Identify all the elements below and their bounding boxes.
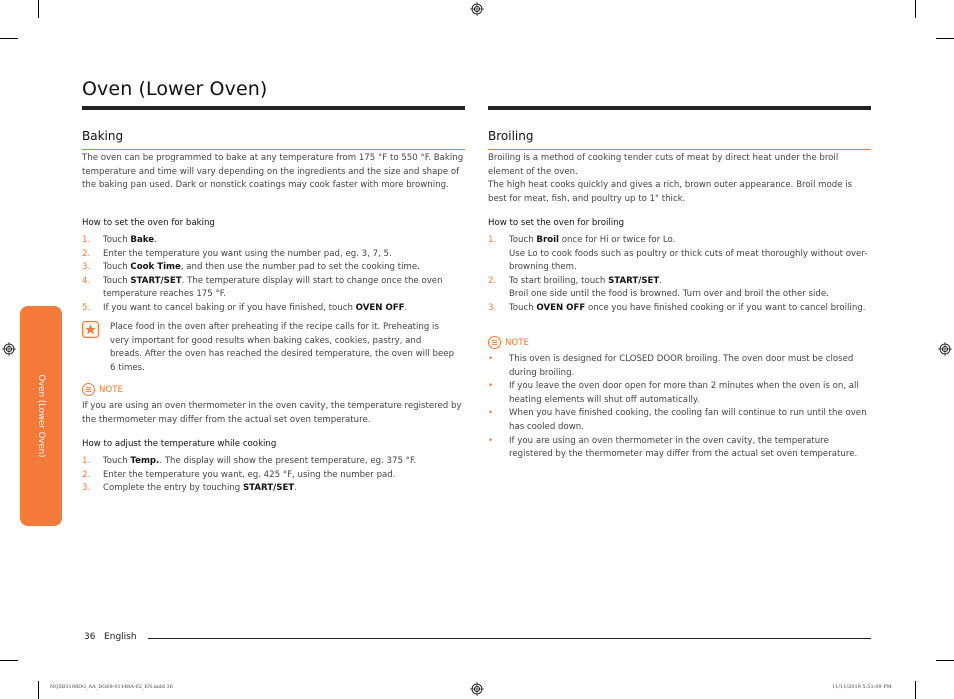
baking-section-title: Baking [82,129,124,143]
side-tab-label: Oven (Lower Oven) [36,374,46,458]
list-item [488,380,870,407]
bullet: • [488,435,494,446]
list-item [82,234,464,248]
key-label: START/SET [608,275,660,286]
note-label: NOTE [99,384,123,395]
note-icon [82,383,95,396]
broiling-intro-1: Broiling is a method of cooking tender cuts of meat by direct heat under the broil element of the oven. [488,153,839,177]
list-item [488,275,870,302]
bullet: • [488,408,494,419]
step-number: 1. [82,456,91,466]
crosshair-icon [470,2,484,16]
page-number: 36 [84,632,96,642]
broiling-section-title: Broiling [488,129,534,143]
crop-mark [915,0,916,18]
list-item [82,261,464,275]
step-text: . The temperature display will start to change once the oven temperature reaches 175 °F. [103,275,443,300]
step-text: . [659,275,663,286]
crosshair-icon [938,342,952,356]
step-text: once for Hi or twice for Lo. [559,235,676,245]
list-item [488,407,870,434]
crop-mark [0,38,18,39]
list-item [82,248,464,262]
step-text: . [294,483,297,494]
step-text: once you have finished cooking or if you want to cancel broiling. [585,302,866,313]
key-label: Broil [536,235,559,245]
column-divider-bar [82,106,465,110]
step-number: 3. [488,302,497,313]
key-label: Temp. [130,456,160,466]
step-text: Enter the temperature you want using the number pad, eg. 3, 7, 5. [103,248,392,259]
baking-set-heading: How to set the oven for baking [82,218,215,228]
print-slug-date: 11/11/2019 5:51:09 PM [832,684,892,690]
key-label: OVEN OFF [355,302,405,313]
list-item [82,275,464,302]
step-text: Enter the temperature you want, eg. 425 °F, using the number pad. [103,469,396,480]
note-icon [488,336,501,349]
list-item [82,302,464,316]
column-divider-bar [488,106,871,110]
crop-mark [0,660,18,661]
step-text: Touch [103,262,131,273]
note-text: If you are using an oven thermometer in the oven cavity, the temperature registered by the thermometer may differ from the actual set oven temperature. [509,435,858,460]
print-slug-file: NQ5B3108DG_AA_DG68-01148A-02_EN.indd 36 [50,684,173,690]
bullet: • [488,354,494,364]
key-label: START/SET [130,275,182,286]
baking-note-heading [82,383,123,396]
crosshair-icon [2,342,16,356]
step-detail: Broil one side until the food is browned. Turn over and broil the other side. [509,289,829,300]
step-number: 4. [82,275,91,286]
step-number: 3. [82,483,91,494]
step-text: Touch [103,275,131,286]
page-footer [84,632,137,642]
note-text: This oven is designed for CLOSED DOOR broiling. The oven door must be closed during broiling. [509,354,854,378]
broiling-set-steps [488,234,870,316]
broiling-note-heading [488,336,529,349]
note-label: NOTE [505,337,529,348]
footer-rule [148,638,871,639]
broiling-notes [488,353,870,462]
section-rule [82,149,465,150]
baking-adjust-heading: How to adjust the temperature while cooking [82,439,277,449]
step-number: 3. [82,262,91,273]
step-number: 2. [82,469,91,480]
step-text: To start broiling, touch [509,275,609,286]
crop-mark [936,38,954,39]
chapter-side-tab [20,306,62,526]
list-item [488,435,870,462]
step-number: 1. [82,235,91,245]
list-item [82,455,464,469]
baking-intro: The oven can be programmed to bake at any temperature from 175 °F to 550 °F. Baking temperature and time will vary depending on the ingredients and the size and shape of the baking pan used. Dark or nonstick coatings may cook faster with more browning. [82,153,464,191]
broiling-set-heading: How to set the oven for broiling [488,218,625,228]
key-label: Cook Time [130,262,181,273]
key-label: START/SET [242,483,295,494]
footer-language: English [104,632,137,642]
baking-tip: Place food in the oven after preheating if the recipe calls for it. Preheating is very important for good results when baking cakes, cookies, pastry, and breads. After the oven has reached the desired temperature, the oven will beep 6 times. [110,322,455,373]
step-number: 2. [488,275,497,286]
crop-mark [38,0,39,18]
baking-note-text: If you are using an oven thermometer in the oven cavity, the temperature registered by the thermometer may differ from the actual set oven temperature. [82,401,462,425]
step-text: Touch [103,235,131,245]
list-item [488,302,870,316]
step-text: , and then use the number pad to set the cooking time. [180,262,420,273]
note-text: When you have finished cooking, the cooling fan will continue to run until the oven has cooled down. [509,408,867,432]
crosshair-icon [470,682,484,696]
key-label: OVEN OFF [536,302,586,313]
step-number: 2. [82,248,91,259]
note-text: If you leave the oven door open for more than 2 minutes when the oven is on, all heating elements will shut off automatically. [509,381,859,405]
crop-mark [915,681,916,699]
baking-adjust-steps [82,455,464,496]
key-label: Bake [130,235,155,245]
broiling-intro-2: The high heat cooks quickly and gives a rich, brown outer appearance. Broil mode is best for meat, fish, and poultry up to 1" thick. [488,180,853,204]
list-item [488,234,870,275]
step-text: If you want to cancel baking or if you have finished, touch [103,302,356,313]
step-text: Touch [509,302,537,313]
list-item [82,482,464,496]
step-text: Touch [509,235,537,245]
crop-mark [936,660,954,661]
section-rule [488,149,871,150]
step-detail: Use Lo to cook foods such as poultry or thick cuts of meat thoroughly without over-browning them. [509,248,868,273]
step-text: Complete the entry by touching [103,483,243,494]
list-item [488,353,870,380]
step-number: 1. [488,235,497,245]
star-icon [82,321,99,338]
step-text: . The display will show the present temperature, eg. 375 °F. [159,456,417,466]
list-item [82,469,464,483]
step-text: . [154,235,157,245]
step-text: . [404,302,408,313]
step-number: 5. [82,302,91,313]
baking-set-steps [82,234,464,316]
crop-mark [38,681,39,699]
page-title: Oven (Lower Oven) [82,78,268,100]
step-text: Touch [103,456,131,466]
bullet: • [488,381,494,392]
